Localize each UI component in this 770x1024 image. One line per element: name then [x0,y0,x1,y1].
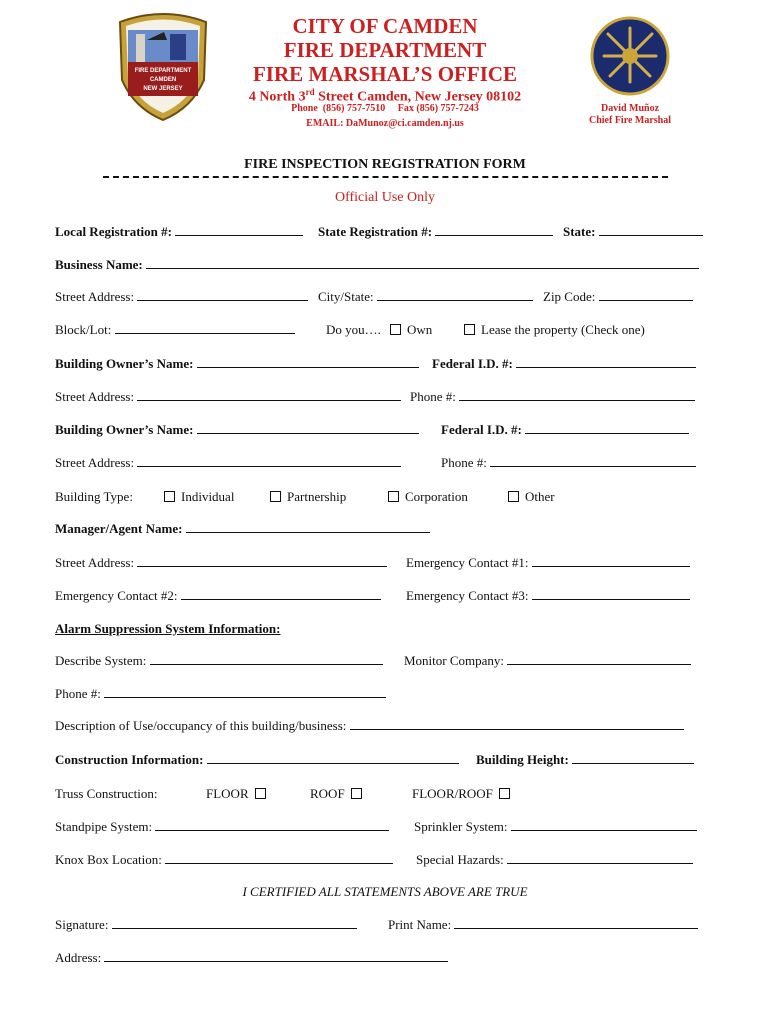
do-you-label: Do you…. [326,322,381,337]
describe-system-field[interactable]: Describe System: [55,653,383,669]
state-field[interactable]: State: [563,224,703,240]
alarm-phone-field[interactable]: Phone #: [55,686,386,702]
local-registration-field[interactable]: Local Registration #: [55,224,303,240]
standpipe-system-field[interactable]: Standpipe System: [55,819,389,835]
manager-street-address-field[interactable]: Street Address: [55,555,387,571]
alarm-section-heading: Alarm Suppression System Information: [55,621,281,636]
building-type-label: Building Type: [55,489,133,504]
chief-name: David Muñoz [600,103,660,114]
type-other-checkbox[interactable]: Other [508,489,555,505]
dashed-divider [103,176,668,178]
manager-agent-name-field[interactable]: Manager/Agent Name: [55,521,430,537]
type-corporation-checkbox[interactable]: Corporation [388,489,468,505]
state-registration-field[interactable]: State Registration #: [318,224,553,240]
business-name-field[interactable]: Business Name: [55,257,699,273]
type-partnership-checkbox[interactable]: Partnership [270,489,346,505]
print-name-field[interactable]: Print Name: [388,917,698,933]
header-city: CITY OF CAMDEN [292,14,478,38]
lease-checkbox[interactable]: Lease the property (Check one) [464,322,645,338]
owner-phone-field-2[interactable]: Phone #: [441,455,696,471]
chief-title: Chief Fire Marshal [588,115,672,126]
owner-street-address-field-2[interactable]: Street Address: [55,455,401,471]
construction-information-field[interactable]: Construction Information: [55,752,459,768]
city-state-field[interactable]: City/State: [318,289,533,305]
block-lot-field[interactable]: Block/Lot: [55,322,295,338]
truss-floor-checkbox[interactable]: FLOOR [206,786,266,802]
official-use-label: Official Use Only [334,190,436,205]
own-checkbox[interactable]: Own [390,322,432,338]
patch-text-line1: FIRE DEPARTMENT [134,68,192,74]
patch-text-line2: CAMDEN [149,77,177,83]
zip-code-field[interactable]: Zip Code: [543,289,693,305]
emergency-contact-2-field[interactable]: Emergency Contact #2: [55,588,381,604]
header-department: FIRE DEPARTMENT [283,38,487,62]
description-of-use-field[interactable]: Description of Use/occupancy of this building/business: [55,718,684,734]
emergency-contact-3-field[interactable]: Emergency Contact #3: [406,588,690,604]
owner-phone-field[interactable]: Phone #: [410,389,695,405]
header-phone-fax: Phone (856) 757-7510 Fax (856) 757-7243 [291,103,479,114]
sprinkler-system-field[interactable]: Sprinkler System: [414,819,697,835]
building-owner-name-field[interactable]: Building Owner’s Name: [55,356,419,372]
building-owner-name-field-2[interactable]: Building Owner’s Name: [55,422,419,438]
monitor-company-field[interactable]: Monitor Company: [404,653,691,669]
header-address: 4 North 3rd Street Camden, New Jersey 08102 [248,87,522,105]
special-hazards-field[interactable]: Special Hazards: [416,852,693,868]
knox-box-location-field[interactable]: Knox Box Location: [55,852,393,868]
federal-id-field-2[interactable]: Federal I.D. #: [441,422,689,438]
certification-statement: I CERTIFIED ALL STATEMENTS ABOVE ARE TRUE [242,884,528,899]
signer-address-field[interactable]: Address: [55,950,448,966]
header-office: FIRE MARSHAL’S OFFICE [252,62,518,86]
street-address-field[interactable]: Street Address: [55,289,308,305]
owner-street-address-field[interactable]: Street Address: [55,389,401,405]
federal-id-field[interactable]: Federal I.D. #: [432,356,696,372]
type-individual-checkbox[interactable]: Individual [164,489,234,505]
emergency-contact-1-field[interactable]: Emergency Contact #1: [406,555,690,571]
building-height-field[interactable]: Building Height: [476,752,694,768]
truss-floor-roof-checkbox[interactable]: FLOOR/ROOF [412,786,510,802]
header-email: EMAIL: DaMunoz@ci.camden.nj.us [306,118,464,129]
patch-text-line3: NEW JERSEY [143,86,183,92]
form-title: FIRE INSPECTION REGISTRATION FORM [244,157,526,172]
signature-field[interactable]: Signature: [55,917,357,933]
truss-construction-label: Truss Construction: [55,786,158,801]
truss-roof-checkbox[interactable]: ROOF [310,786,362,802]
